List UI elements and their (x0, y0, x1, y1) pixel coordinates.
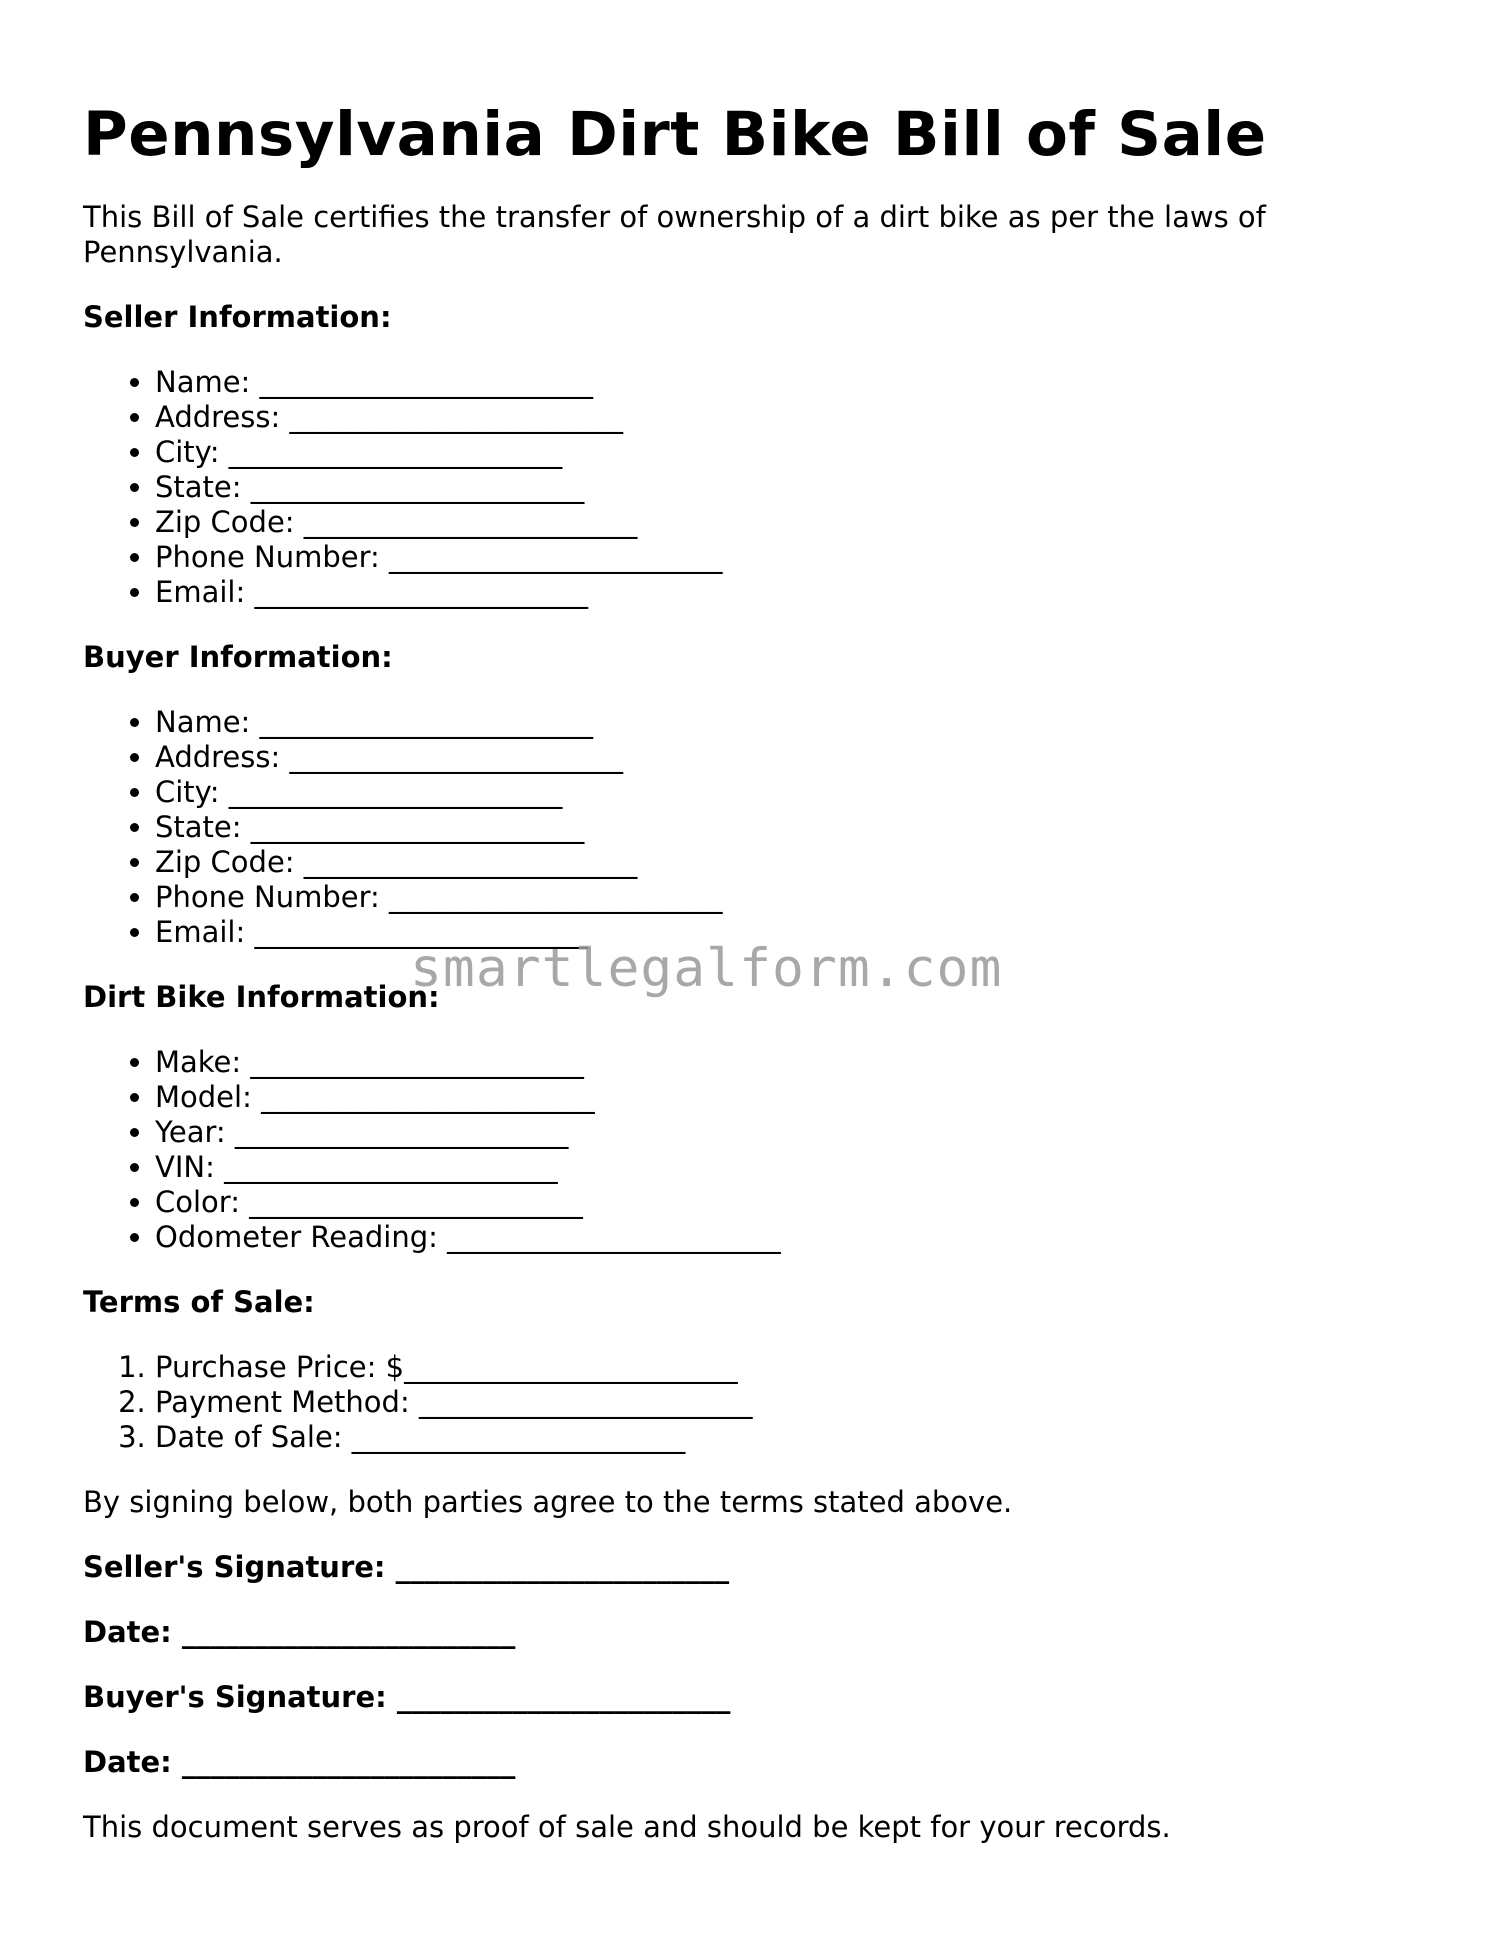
payment-method-field[interactable]: 2. Payment Method: _______________________ (155, 1385, 1413, 1420)
bike-color-field[interactable]: • Color: _______________________ (155, 1185, 1413, 1220)
seller-city-field[interactable]: • City: _______________________ (155, 435, 1413, 470)
buyer-phone-field[interactable]: • Phone Number: _______________________ (155, 880, 1413, 915)
seller-state-field[interactable]: • State: _______________________ (155, 470, 1413, 505)
seller-address-field[interactable]: • Address: _______________________ (155, 400, 1413, 435)
purchase-price-field[interactable]: 1. Purchase Price: $_______________________ (155, 1350, 1413, 1385)
seller-zip-field[interactable]: • Zip Code: _______________________ (155, 505, 1413, 540)
buyer-address-field[interactable]: • Address: _______________________ (155, 740, 1413, 775)
watermark-text: smartlegalform.com (410, 938, 1003, 999)
terms-section-heading: Terms of Sale: (83, 1285, 315, 1320)
bike-field-list (83, 1045, 1413, 1255)
bike-model-field[interactable]: • Model: _______________________ (155, 1080, 1413, 1115)
seller-phone-field[interactable]: • Phone Number: _______________________ (155, 540, 1413, 575)
bike-make-field[interactable]: • Make: _______________________ (155, 1045, 1413, 1080)
buyer-name-field[interactable]: • Name: _______________________ (155, 705, 1413, 740)
agreement-statement: By signing below, both parties agree to the terms stated above. (83, 1485, 1013, 1520)
buyer-section-heading: Buyer Information: (83, 640, 393, 675)
buyer-email-field[interactable]: • Email: _______________________ (155, 915, 1413, 950)
buyer-field-list (83, 705, 1413, 950)
seller-email-field[interactable]: • Email: _______________________ (155, 575, 1413, 610)
seller-field-list (83, 365, 1413, 610)
bike-odometer-field[interactable]: • Odometer Reading: _______________________ (155, 1220, 1413, 1255)
seller-name-field[interactable]: • Name: _______________________ (155, 365, 1413, 400)
terms-list (83, 1350, 1413, 1455)
buyer-signature-line[interactable]: Buyer's Signature: _______________________ (83, 1680, 731, 1715)
seller-date-line[interactable]: Date: _______________________ (83, 1615, 516, 1650)
bike-section-heading: Dirt Bike Information: (83, 980, 440, 1015)
intro-paragraph: This Bill of Sale certifies the transfer of ownership of a dirt bike as per the laws of Pennsylvania. (83, 200, 1266, 270)
buyer-state-field[interactable]: • State: _______________________ (155, 810, 1413, 845)
seller-section-heading: Seller Information: (83, 300, 392, 335)
date-of-sale-field[interactable]: 3. Date of Sale: _______________________ (155, 1420, 1413, 1455)
document-title: Pennsylvania Dirt Bike Bill of Sale (83, 99, 1267, 170)
buyer-city-field[interactable]: • City: _______________________ (155, 775, 1413, 810)
buyer-zip-field[interactable]: • Zip Code: _______________________ (155, 845, 1413, 880)
bike-year-field[interactable]: • Year: _______________________ (155, 1115, 1413, 1150)
buyer-date-line[interactable]: Date: _______________________ (83, 1745, 516, 1780)
bike-vin-field[interactable]: • VIN: _______________________ (155, 1150, 1413, 1185)
seller-signature-line[interactable]: Seller's Signature: _______________________ (83, 1550, 730, 1585)
closing-statement: This document serves as proof of sale and should be kept for your records. (83, 1810, 1171, 1845)
